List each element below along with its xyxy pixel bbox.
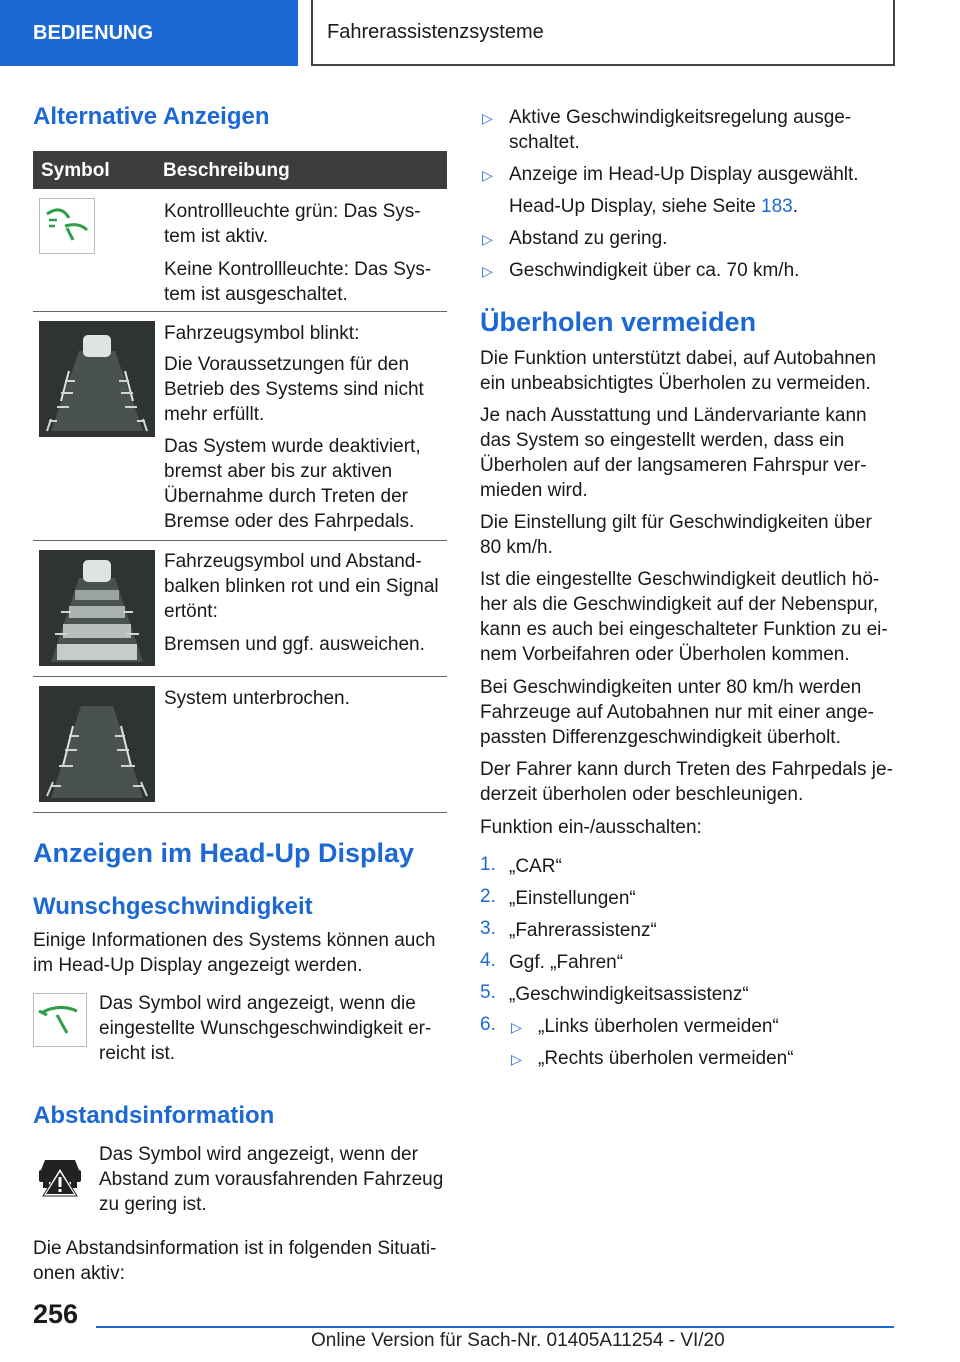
footer-rule — [96, 1326, 894, 1328]
bullet-item: Aktive Geschwindigkeitsregelung ausge- schaltet. — [509, 107, 852, 153]
heading-hud: Anzeigen im Head-Up Display — [33, 838, 415, 868]
row2-text-c: Das System wurde deaktiviert, bremst aber bis zur aktiven Übernahme durch Treten der Bremse oder des Fahrpedals. — [164, 436, 421, 532]
row3-text-a: Fahrzeugsymbol und Abstand- balken blinken rot und ein Signal ertönt: — [164, 551, 439, 622]
step-text: „Fahrerassistenz“ — [509, 920, 657, 941]
road-distance-bars-icon — [39, 550, 155, 666]
row-divider — [33, 676, 447, 677]
heading-wunschgeschwindigkeit: Wunschgeschwindigkeit — [33, 893, 313, 920]
chapter-title: Fahrerassistenzsysteme — [311, 0, 895, 66]
abstand-text: Die Abstandsinformation ist in folgenden Situati- onen aktiv: — [33, 1238, 437, 1284]
wunsch-icon-text: Das Symbol wird angezeigt, wenn die eingestellte Wunschgeschwindigkeit er- reicht ist. — [99, 993, 432, 1064]
footer-text: Online Version für Sach-Nr. 01405A11254 - VI/20 — [311, 1330, 725, 1351]
paragraph: Ist die eingestellte Geschwindigkeit deutlich hö- her als die Geschwindigkeit auf der Nebenspur, kann es auch bei eingeschalteter Funktion zu ei- nem Vorbeifahren oder Überholen kommen. — [480, 569, 888, 665]
green-cruise-indicator-icon — [39, 198, 95, 254]
heading-alternative-anzeigen: Alternative Anzeigen — [33, 103, 270, 130]
paragraph: Die Funktion unterstützt dabei, auf Autobahnen ein unbeabsichtigtes Überholen zu vermeiden. — [480, 348, 877, 394]
page-link[interactable]: 183 — [761, 196, 793, 217]
speed-reached-icon — [33, 993, 87, 1047]
heading-abstandsinformation: Abstandsinformation — [33, 1102, 275, 1129]
bullet-icon: ▷ — [482, 167, 493, 183]
row-divider — [33, 540, 447, 541]
paragraph: Je nach Ausstattung und Ländervariante kann das System so eingestellt werden, dass ein Überholen auf der langsameren Fahrspur ver- mieden wird. — [480, 405, 867, 501]
paragraph: Bei Geschwindigkeiten unter 80 km/h werden Fahrzeuge auf Autobahnen nur mit einer ange- passten Differenzgeschwindigkeit überholt. — [480, 677, 874, 748]
bullet-icon: ▷ — [511, 1051, 522, 1067]
bullet-icon: ▷ — [482, 231, 493, 247]
table-header — [33, 151, 447, 189]
bullet-item: Geschwindigkeit über ca. 70 km/h. — [509, 260, 800, 281]
paragraph: Der Fahrer kann durch Treten des Fahrpedals je- derzeit überholen oder beschleunigen. — [480, 759, 893, 805]
page-number: 256 — [33, 1299, 79, 1329]
bullet-icon: ▷ — [482, 110, 493, 126]
substep-text: „Rechts überholen vermeiden“ — [538, 1048, 794, 1069]
step-text: Ggf. „Fahren“ — [509, 952, 624, 973]
column-beschreibung: Beschreibung — [163, 160, 290, 181]
row3-text-b: Bremsen und ggf. ausweichen. — [164, 634, 425, 655]
bullet-icon: ▷ — [482, 263, 493, 279]
distance-warning-icon — [33, 1146, 87, 1200]
bullet-item: Abstand zu gering. — [509, 228, 668, 249]
row1-text-a: Kontrollleuchte grün: Das Sys- tem ist aktiv. — [164, 201, 421, 247]
step-number: 5. — [480, 982, 496, 1003]
step-number: 3. — [480, 918, 496, 939]
road-vehicle-blink-icon — [39, 321, 155, 437]
row1-text-b: Keine Kontrollleuchte: Das Sys- tem ist ausgeschaltet. — [164, 259, 432, 305]
road-empty-icon — [39, 686, 155, 802]
bullet-icon: ▷ — [511, 1019, 522, 1035]
abstand-icon-text: Das Symbol wird angezeigt, wenn der Abstand zum vorausfahrenden Fahrzeug zu gering ist. — [99, 1144, 444, 1215]
step-text: „Links überholen vermeiden“ — [538, 1016, 779, 1037]
row-divider — [33, 812, 447, 813]
step-number: 2. — [480, 886, 496, 907]
paragraph: Funktion ein-/ausschalten: — [480, 817, 702, 838]
step-number: 6. — [480, 1014, 496, 1035]
heading-ueberholen-vermeiden: Überholen vermeiden — [480, 307, 757, 337]
wunsch-text: Einige Informationen des Systems können auch im Head-Up Display angezeigt werden. — [33, 930, 436, 976]
page-header — [0, 0, 960, 66]
row2-text-a: Fahrzeugsymbol blinkt: — [164, 323, 360, 344]
step-text: „Einstellungen“ — [509, 888, 636, 909]
bullet-item: Anzeige im Head-Up Display ausgewählt. — [509, 164, 859, 185]
step-text: „Geschwindigkeitsassistenz“ — [509, 984, 749, 1005]
row-divider — [33, 311, 447, 312]
step-number: 1. — [480, 854, 496, 875]
row4-text: System unterbrochen. — [164, 688, 350, 709]
row2-text-b: Die Voraussetzungen für den Betrieb des Systems sind nicht mehr erfüllt. — [164, 354, 424, 425]
paragraph: Die Einstellung gilt für Geschwindigkeiten über 80 km/h. — [480, 512, 872, 558]
hud-reference: Head-Up Display, siehe Seite 183. — [509, 196, 799, 217]
section-tab: BEDIENUNG — [0, 0, 298, 66]
step-text: „CAR“ — [509, 856, 562, 877]
column-symbol: Symbol — [41, 160, 110, 181]
step-number: 4. — [480, 950, 496, 971]
